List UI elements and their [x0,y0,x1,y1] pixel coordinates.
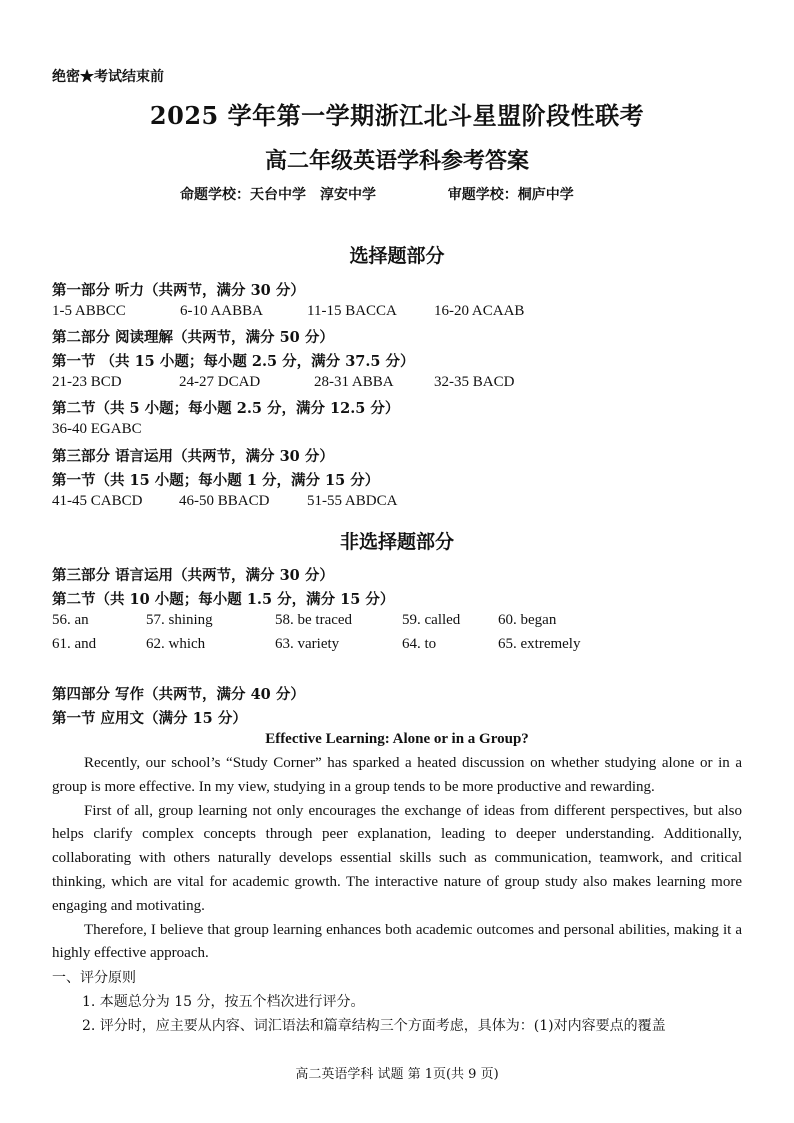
reviewing-school: 审题学校：桐庐中学 [447,187,574,203]
model-essay [52,752,742,966]
answer-group: 28-31 ABBA [314,374,394,390]
part4-title: 第四部分 写作（共两节，满分 40 分） [52,686,305,703]
answer-group: 11-15 BACCA [307,303,397,319]
fill-answer: 56. an [52,612,89,628]
answer-group: 41-45 CABCD [52,493,143,509]
fill-answer: 57. shining [146,612,213,628]
part3-sec1-answers [52,493,752,513]
part3-sec1-title: 第一节（共 15 小题；每小题 1 分，满分 15 分） [52,472,380,489]
part2-sec2-title: 第二节（共 5 小题；每小题 2.5 分，满分 12.5 分） [52,400,400,417]
part1-answers [52,303,752,323]
answer-group: 32-35 BACD [434,374,515,390]
answer-group: 51-55 ABDCA [307,493,398,509]
part4-sec1-title: 第一节 应用文（满分 15 分） [52,710,247,727]
fill-answer: 65. extremely [498,636,581,652]
fill-answer: 64. to [402,636,437,652]
answer-group: 6-10 AABBA [180,303,263,319]
fill-blank-row-1 [52,612,752,632]
answer-group: 46-50 BBACD [179,493,270,509]
answer-group: 21-23 BCD [52,374,122,390]
page-title: 2025 学年第一学期浙江北斗星盟阶段性联考 [149,101,645,130]
essay-title: Effective Learning: Alone or in a Group? [265,731,529,747]
part2-sec1-answers [52,374,752,394]
answer-group: 24-27 DCAD [179,374,261,390]
essay-paragraph: Recently, our school’s “Study Corner” has sparked a heated discussion on whether studying alone or in a group is more effective. In my view, studying in a group tends to be more productive and rewarding. [52,755,742,795]
fill-answer: 63. variety [275,636,340,652]
proposing-schools: 命题学校：天台中学 淳安中学 [180,187,376,203]
scoring-principles-title: 一、评分原则 [52,970,136,986]
essay-paragraph: First of all, group learning not only encourages the exchange of ideas from different perspectives, but also helps clarify complex concepts through peer explanation, leading to deeper understanding. Additionally, collaborating with others naturally develops essential skills such as communication, teamwork, and critical thinking, which are vital for academic growth. The interactive nature of group study also makes learning more engaging and motivating. [52,802,742,914]
confidential-label: 绝密★考试结束前 [52,69,164,85]
essay-paragraph: Therefore, I believe that group learning enhances both academic outcomes and personal abilities, making it a highly effective approach. [52,921,742,962]
part2-sec1-title: 第一节 （共 15 小题；每小题 2.5 分，满分 37.5 分） [52,353,415,370]
non-choice-heading: 非选择题部分 [339,531,454,553]
page-subtitle: 高二年级英语学科参考答案 [264,148,529,174]
answer-group: 36-40 EGABC [52,421,142,437]
scoring-rule-2: 2. 评分时，应主要从内容、词汇语法和篇章结构三个方面考虑，具体为：(1)对内容要点的覆盖 [82,1018,666,1034]
scoring-rule-1: 1. 本题总分为 15 分，按五个档次进行评分。 [82,994,365,1010]
fill-answer: 59. called [402,612,461,628]
schools-line [180,184,574,204]
answer-group: 16-20 ACAAB [434,303,525,319]
page-footer: 高二英语学科 试题 第 1页(共 9 页) [295,1067,499,1082]
part2-sec2-answers [52,421,752,441]
answer-group: 1-5 ABBCC [52,303,126,319]
fill-answer: 61. and [52,636,97,652]
part1-title: 第一部分 听力（共两节，满分 30 分） [52,282,305,299]
multiple-choice-heading: 选择题部分 [349,245,445,267]
part2-title: 第二部分 阅读理解（共两节，满分 50 分） [52,329,334,346]
fill-answer: 62. which [146,636,206,652]
fill-blank-row-2 [52,636,752,656]
part3-title: 第三部分 语言运用（共两节，满分 30 分） [52,448,334,465]
part3-title-nc: 第三部分 语言运用（共两节，满分 30 分） [52,567,334,584]
fill-answer: 58. be traced [275,612,353,628]
fill-answer: 60. began [498,612,557,628]
part3-sec2-title: 第二节（共 10 小题；每小题 1.5 分，满分 15 分） [52,591,395,608]
